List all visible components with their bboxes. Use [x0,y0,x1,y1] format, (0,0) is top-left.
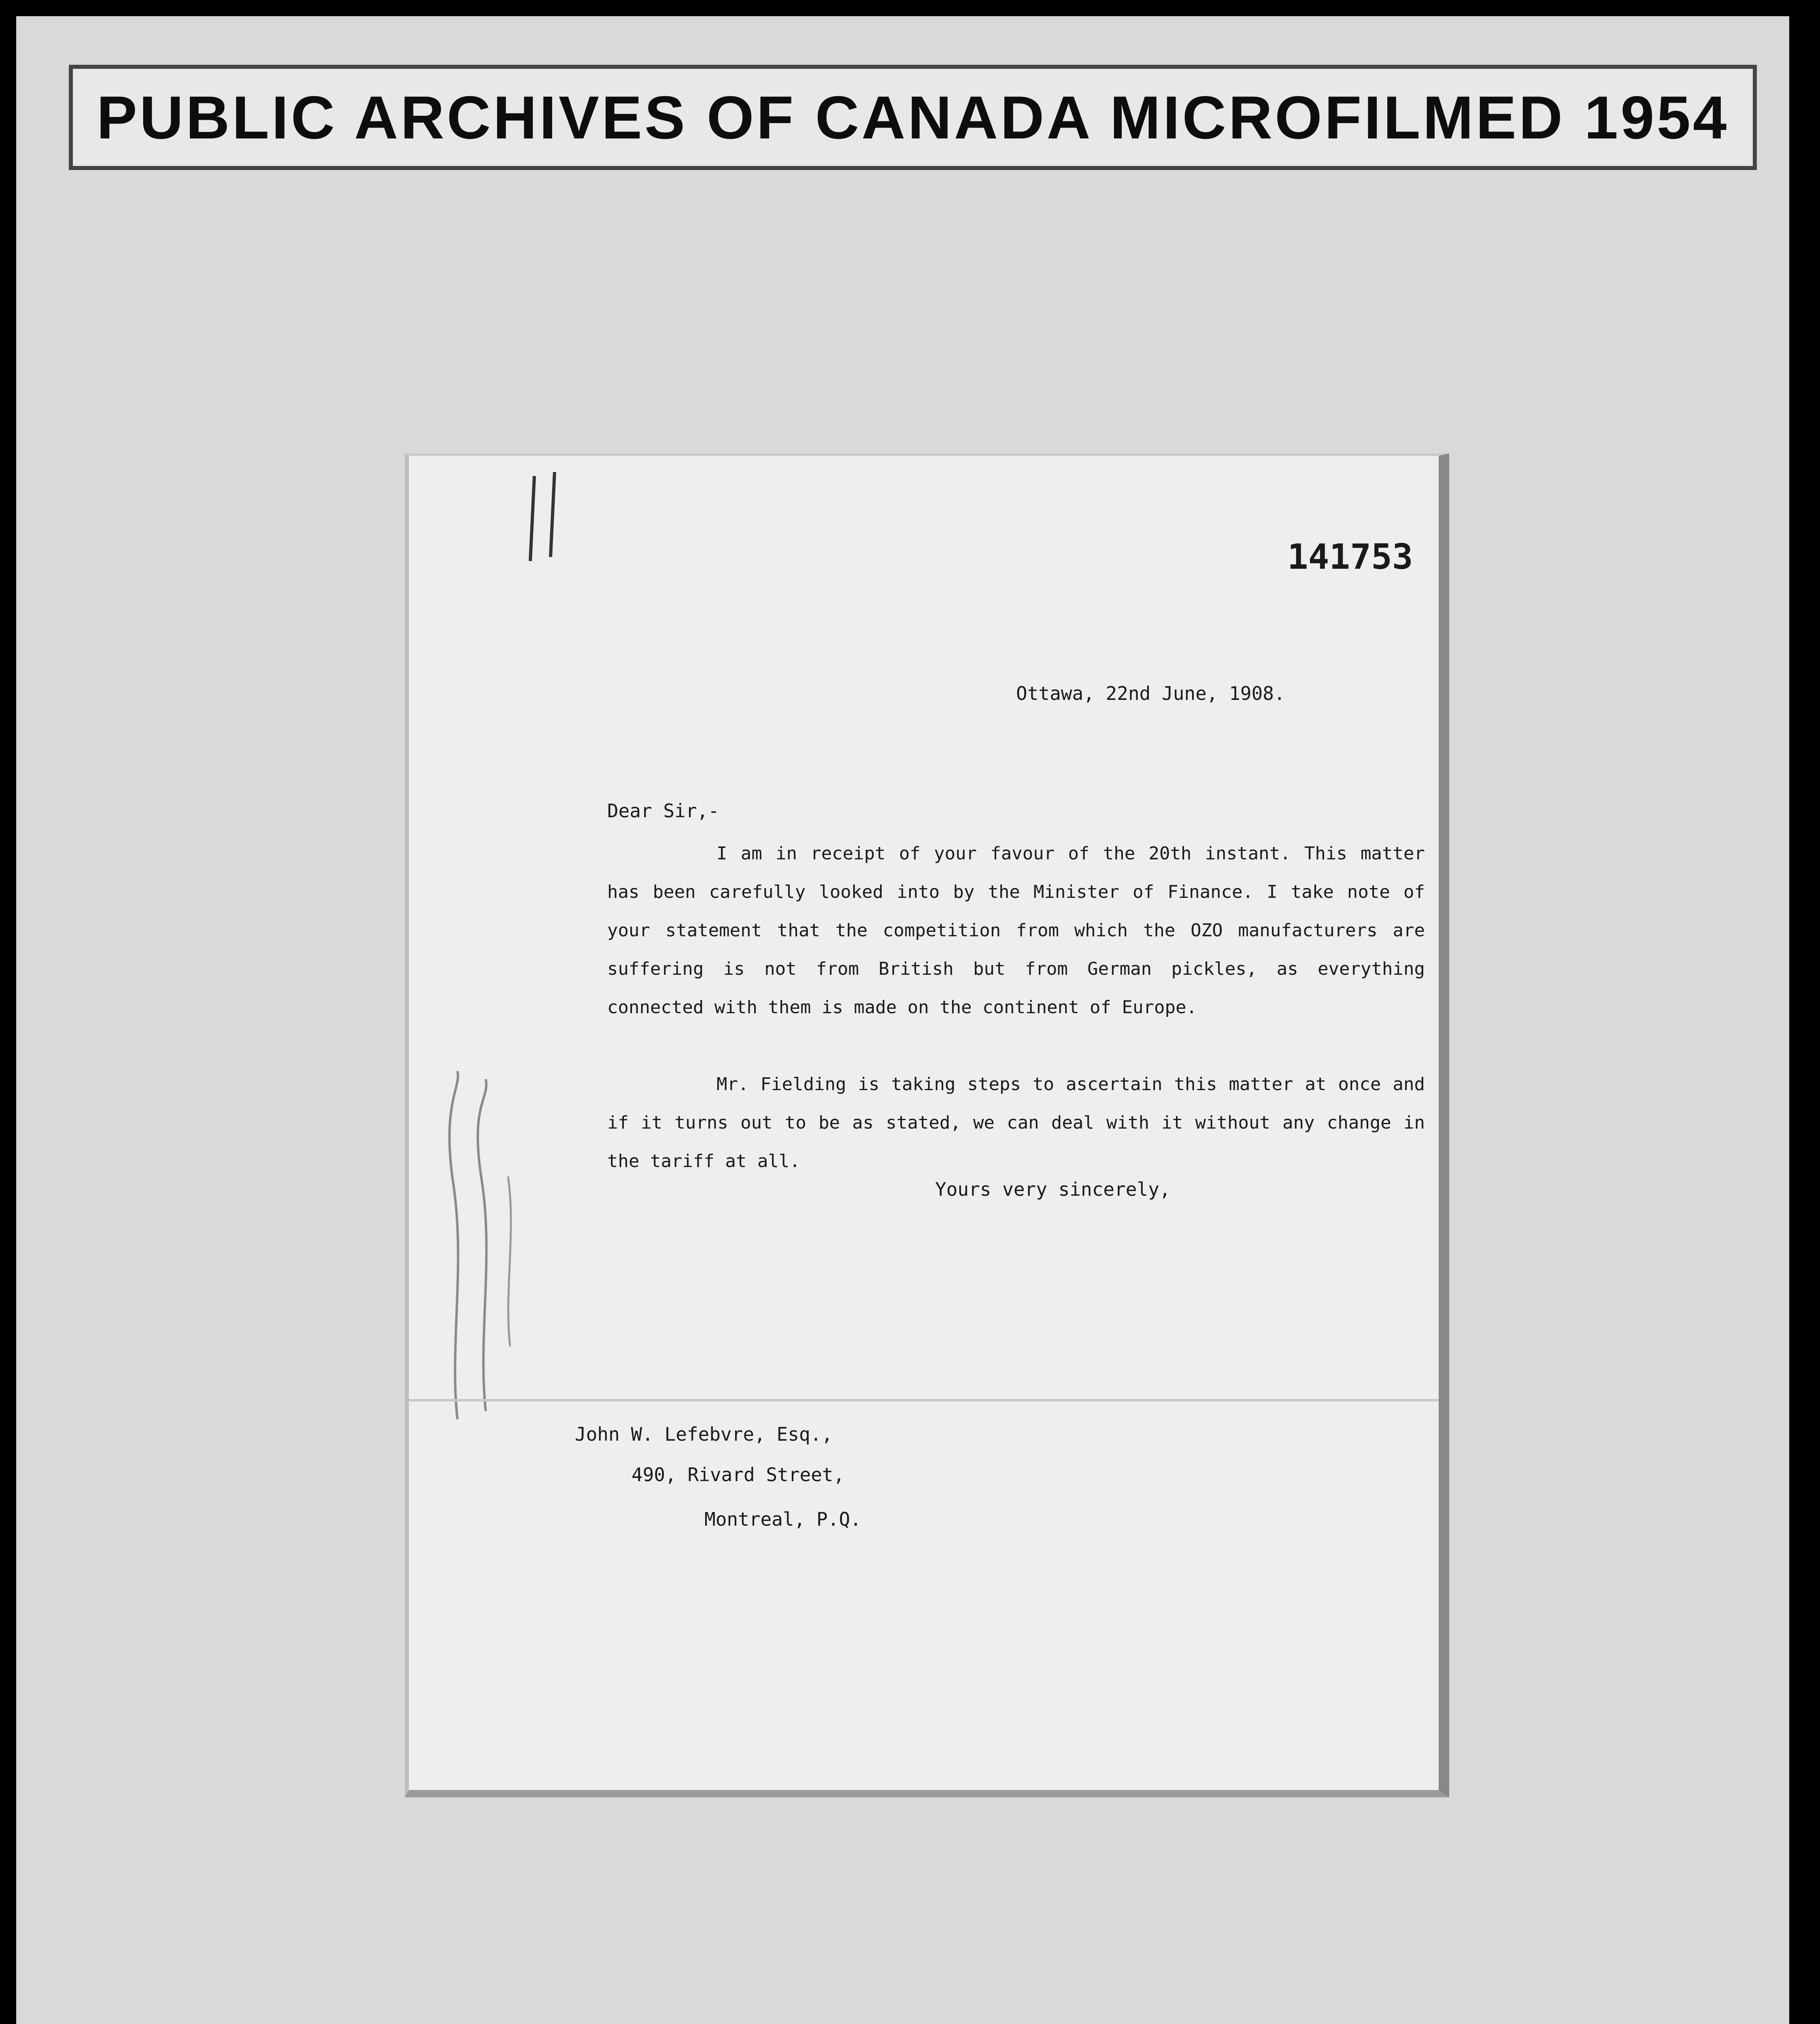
recipient-city: Montreal, P.Q. [704,1508,861,1530]
microfilm-frame [16,16,1789,2024]
document-number: 141753 [1287,537,1413,577]
archive-banner [69,65,1757,170]
closing: Yours very sincerely, [935,1178,1171,1200]
body-paragraph-2: Mr. Fielding is taking steps to ascertain this matter at once and if it turns out to be as stated, we can deal with it without any change in the tariff at all. [607,1074,1425,1171]
pencil-marks [522,468,571,565]
salutation: Dear Sir,- [607,800,719,822]
body-paragraph-1: I am in receipt of your favour of the 20th instant. This matter has been carefully looked into by the Minister of Finance. I take note of your statement that the competition from which the OZO manufacturers are suffering is not from British but from German pickles, as everything connected with them is made on the continent of Europe. [607,843,1425,1018]
dateline: Ottawa, 22nd June, 1908. [1016,682,1285,704]
handwritten-margin-note [433,1063,522,1427]
archive-banner-text: PUBLIC ARCHIVES OF CANADA MICROFILMED 1954 [96,83,1729,151]
letter-page [405,453,1449,1797]
page-fold [409,1399,1439,1401]
recipient-street: 490, Rivard Street, [631,1464,845,1486]
recipient-name: John W. Lefebvre, Esq., [575,1423,833,1445]
